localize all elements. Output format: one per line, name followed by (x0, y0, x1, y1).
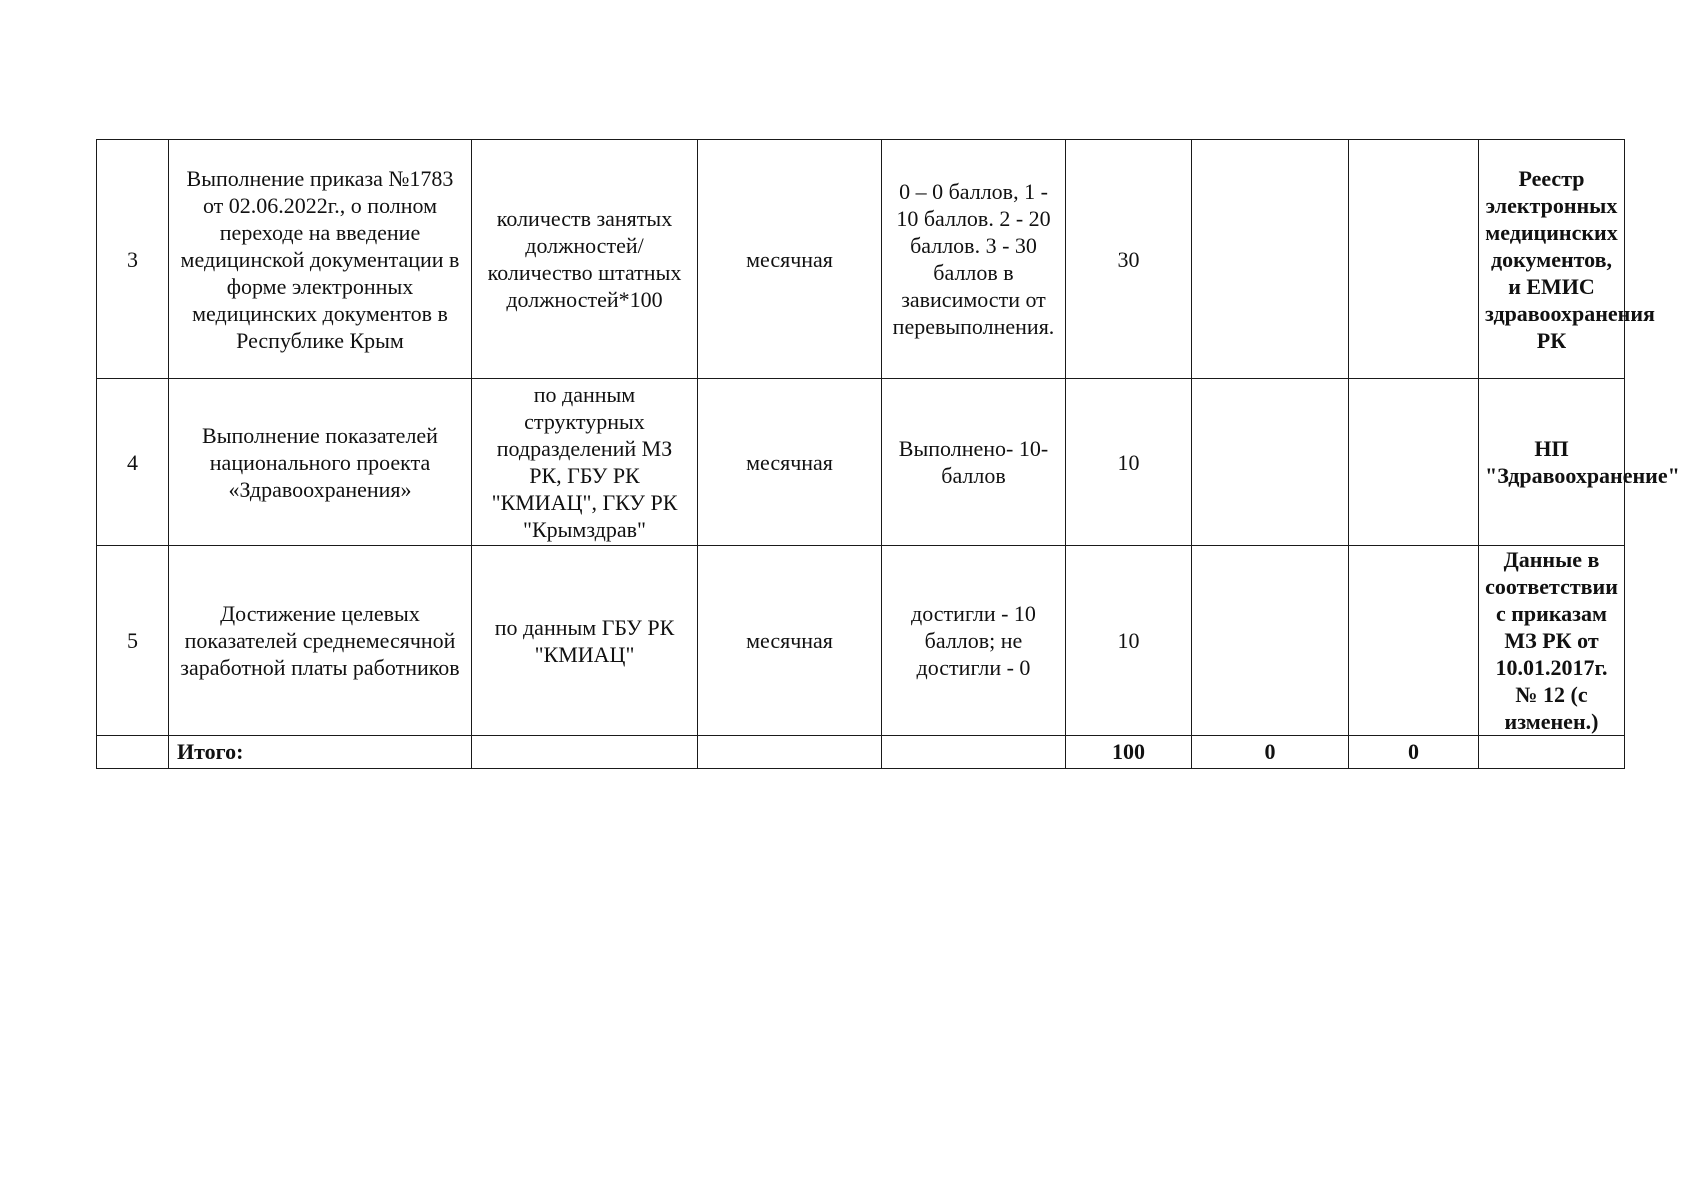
formula-cell: по данным структурных подразделений МЗ РК, ГБУ РК "КМИАЦ", ГКУ РК "Крымздрав" (472, 379, 698, 546)
total-empty-cell (882, 736, 1066, 769)
formula-cell: по данным ГБУ РК "КМИАЦ" (472, 546, 698, 736)
total-label: Итого: (169, 736, 472, 769)
max-points-cell: 10 (1066, 546, 1192, 736)
total-empty-cell (97, 736, 169, 769)
score-cell (1349, 546, 1479, 736)
source-cell: Реестр электронных медицинских документов, и ЕМИС здравоохранения РК (1479, 140, 1625, 379)
total-score: 0 (1192, 736, 1349, 769)
criteria-table (96, 139, 1680, 769)
score-cell (1192, 546, 1349, 736)
source-cell: Данные в соответствии с приказам МЗ РК от 10.01.2017г. № 12 (с изменен.) (1479, 546, 1625, 736)
row-number: 4 (97, 379, 169, 546)
max-points-cell: 30 (1066, 140, 1192, 379)
score-cell (1349, 379, 1479, 546)
criterion-cell: Достижение целевых показателей среднемесячной заработной платы работников (169, 546, 472, 736)
max-points-cell: 10 (1066, 379, 1192, 546)
total-score: 0 (1349, 736, 1479, 769)
total-empty-cell (698, 736, 882, 769)
table-row (97, 140, 1625, 379)
criterion-cell: Выполнение приказа №1783 от 02.06.2022г., о полном переходе на введение медицинской документации в форме электронных медицинских документов в Республике Крым (169, 140, 472, 379)
scoring-cell: Выполнено- 10- баллов (882, 379, 1066, 546)
periodicity-cell: месячная (698, 140, 882, 379)
total-max-points: 100 (1066, 736, 1192, 769)
total-empty-cell (1479, 736, 1625, 769)
table-row (97, 546, 1625, 736)
score-cell (1192, 140, 1349, 379)
periodicity-cell: месячная (698, 546, 882, 736)
formula-cell: количеств занятых должностей/количество штатных должностей*100 (472, 140, 698, 379)
table-row (97, 379, 1625, 546)
scoring-cell: 0 – 0 баллов, 1 - 10 баллов. 2 - 20 баллов. 3 - 30 баллов в зависимости от перевыполнения. (882, 140, 1066, 379)
source-cell: НП "Здравоохранение" (1479, 379, 1625, 546)
total-row (97, 736, 1625, 769)
row-number: 3 (97, 140, 169, 379)
score-cell (1192, 379, 1349, 546)
criterion-cell: Выполнение показателей национального проекта «Здравоохранения» (169, 379, 472, 546)
row-number: 5 (97, 546, 169, 736)
total-empty-cell (472, 736, 698, 769)
scoring-cell: достигли - 10 баллов; не достигли - 0 (882, 546, 1066, 736)
periodicity-cell: месячная (698, 379, 882, 546)
score-cell (1349, 140, 1479, 379)
